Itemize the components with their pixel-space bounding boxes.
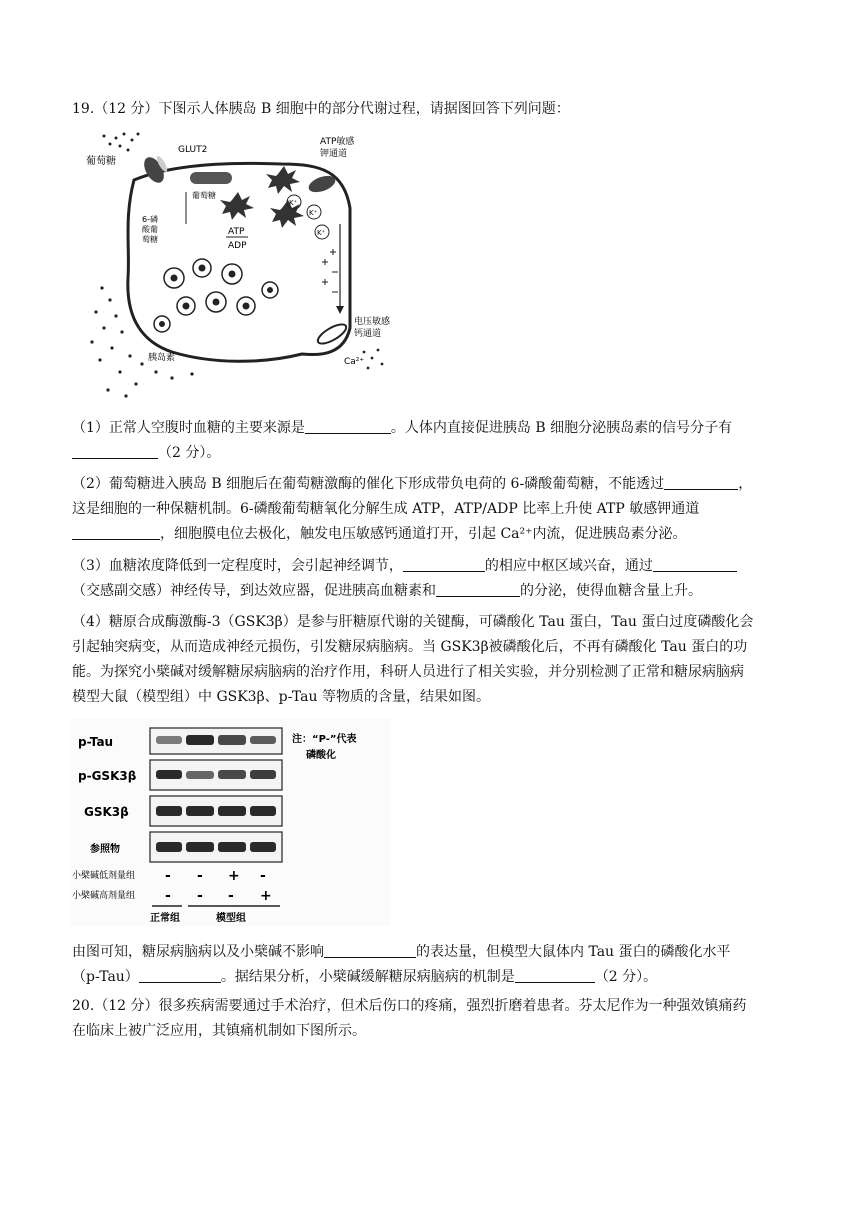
answer-blank-5[interactable] — [403, 555, 485, 572]
answer-blank-7[interactable] — [436, 580, 520, 597]
glucose-dots — [103, 133, 140, 152]
q19-part2-line1: （2）葡萄糖进入胰岛 B 细胞后在葡萄糖激酶的催化下形成带负电荷的 6-磷酸葡萄糖，不能透过 ， — [72, 472, 792, 497]
svg-text:-: - — [260, 868, 266, 884]
atp-bursts — [220, 166, 304, 228]
q19-part4-line3: 能。为探究小檗碱对缓解糖尿病脑病的治疗作用，科研人员进行了相关实验，并分别检测了正常和糖尿病脑病 — [72, 664, 744, 680]
answer-blank-6[interactable] — [653, 555, 737, 572]
q19-part4-line4: 模型大鼠（模型组）中 GSK3β、p-Tau 等物质的含量，结果如图。 — [72, 689, 490, 705]
q19-part3-line1: （3）血糖浓度降低到一定程度时，会引起神经调节， 的相应中枢区域兴奋，通过 — [72, 554, 792, 579]
svg-text:-: - — [197, 868, 203, 884]
g6p-label-1: 6-磷 — [142, 215, 158, 224]
normal-group-label: 正常组 — [150, 913, 180, 924]
q19-part2-line2: 这是细胞的一种保糖机制。6-磷酸葡萄糖氧化分解生成 ATP，ATP/ADP 比率上升使 ATP 敏感钾通道 — [72, 501, 700, 517]
western-blot-figure — [70, 718, 390, 926]
answer-blank-3[interactable] — [664, 473, 738, 490]
answer-blank-2[interactable] — [72, 442, 158, 459]
k-ion-1: K⁺ — [289, 199, 298, 207]
low-dose-signs — [165, 868, 266, 884]
q19-part4-line2: 引起轴突病变，从而造成神经元损伤，引发糖尿病脑病。当 GSK3β被磷酸化后，不再有磷酸化 Tau 蛋白的功 — [72, 639, 748, 655]
answer-blank-4[interactable] — [72, 523, 160, 540]
note-line-2: 磷酸化 — [306, 750, 336, 761]
low-dose-label: 小檗碱低剂量组 — [72, 871, 136, 881]
q19-part4-result-line2: （p-Tau） 。据结果分析，小檗碱缓解糖尿病脑病的机制是 （2 分）。 — [72, 965, 792, 990]
membrane-charges — [322, 249, 338, 292]
svg-text:-: - — [165, 868, 171, 884]
adp-label: ADP — [228, 241, 247, 251]
q19-part4-line1: （4）糖原合成酶激酶-3（GSK3β）是参与肝糖原代谢的关键酶，可磷酸化 Tau 蛋白，Tau 蛋白过度磷酸化会 — [72, 614, 754, 630]
q19-part3-line2: （交感副交感）神经传导，到达效应器，促进胰高血糖素和 的分泌，使得血糖含量上升。 — [72, 579, 792, 604]
row-label-pgsk: p-GSK3β — [78, 769, 137, 783]
ca-ion-label: Ca²⁺ — [344, 357, 365, 367]
glucokinase-shape — [190, 172, 232, 184]
g6p-label-3: 萄糖 — [142, 235, 158, 244]
svg-text:+: + — [228, 868, 240, 884]
ca-channel-label-1: 电压敏感 — [354, 317, 391, 327]
svg-text:-: - — [165, 888, 171, 904]
granule-cores — [159, 265, 273, 328]
question-20-line2: 在临床上被广泛应用，其镇痛机制如下图所示。 — [72, 1023, 366, 1039]
glucose-label: 葡萄糖 — [86, 156, 116, 167]
question-19-title: 19.（12 分）下图示人体胰岛 B 细胞中的部分代谢过程，请据图回答下列问题： — [72, 101, 570, 117]
question-20-line1: 20.（12 分）很多疾病需要通过手术治疗，但术后伤口的疼痛，强烈折磨着患者。芬太尼作为一种强效镇痛药 — [72, 998, 747, 1014]
row-label-gsk: GSK3β — [84, 805, 129, 819]
q19-part1-line1: （1）正常人空腹时血糖的主要来源是 。人体内直接促进胰岛 B 细胞分泌胰岛素的信号分子有 — [72, 416, 792, 441]
insulin-label: 胰岛素 — [148, 353, 176, 363]
row-label-ptau: p-Tau — [78, 735, 114, 749]
islet-b-cell-diagram — [82, 128, 412, 400]
insulin-granules — [154, 259, 278, 332]
svg-text:+: + — [260, 888, 272, 904]
answer-blank-10[interactable] — [515, 966, 595, 983]
glut2-transporter — [140, 154, 169, 186]
svg-text:-: - — [197, 888, 203, 904]
model-group-label: 模型组 — [216, 913, 246, 924]
note-line-1: 注：“P-”代表 — [292, 734, 357, 745]
atp-channel-label-2: 钾通道 — [320, 149, 348, 159]
ca-channel-label-2: 钙通道 — [354, 329, 382, 339]
answer-blank-9[interactable] — [139, 966, 221, 983]
q19-part1-line2: （2 分）。 — [72, 441, 792, 466]
ca-dots — [363, 349, 384, 370]
atp-label: ATP — [228, 227, 245, 237]
answer-blank-8[interactable] — [324, 941, 416, 958]
svg-text:-: - — [228, 888, 234, 904]
q19-part2-line3: ，细胞膜电位去极化，触发电压敏感钙通道打开，引起 Ca²⁺内流，促进胰岛素分泌。 — [72, 522, 792, 547]
k-ion-2: K⁺ — [309, 209, 318, 217]
high-dose-label: 小檗碱高剂量组 — [72, 891, 136, 901]
high-dose-signs — [165, 888, 272, 904]
glucose-inside-label: 葡萄糖 — [192, 191, 216, 200]
q19-part4-result-line1: 由图可知，糖尿病脑病以及小檗碱不影响 的表达量，但模型大鼠体内 Tau 蛋白的磷酸化水平 — [72, 940, 792, 965]
atp-channel-label-1: ATP敏感 — [320, 137, 355, 147]
answer-blank-1[interactable] — [305, 417, 391, 434]
arrow-head — [336, 306, 344, 314]
row-label-reference: 参照物 — [90, 844, 120, 855]
g6p-label-2: 酸葡 — [142, 225, 158, 234]
k-ion-3: K⁺ — [317, 229, 326, 237]
glut2-label: GLUT2 — [178, 145, 208, 155]
